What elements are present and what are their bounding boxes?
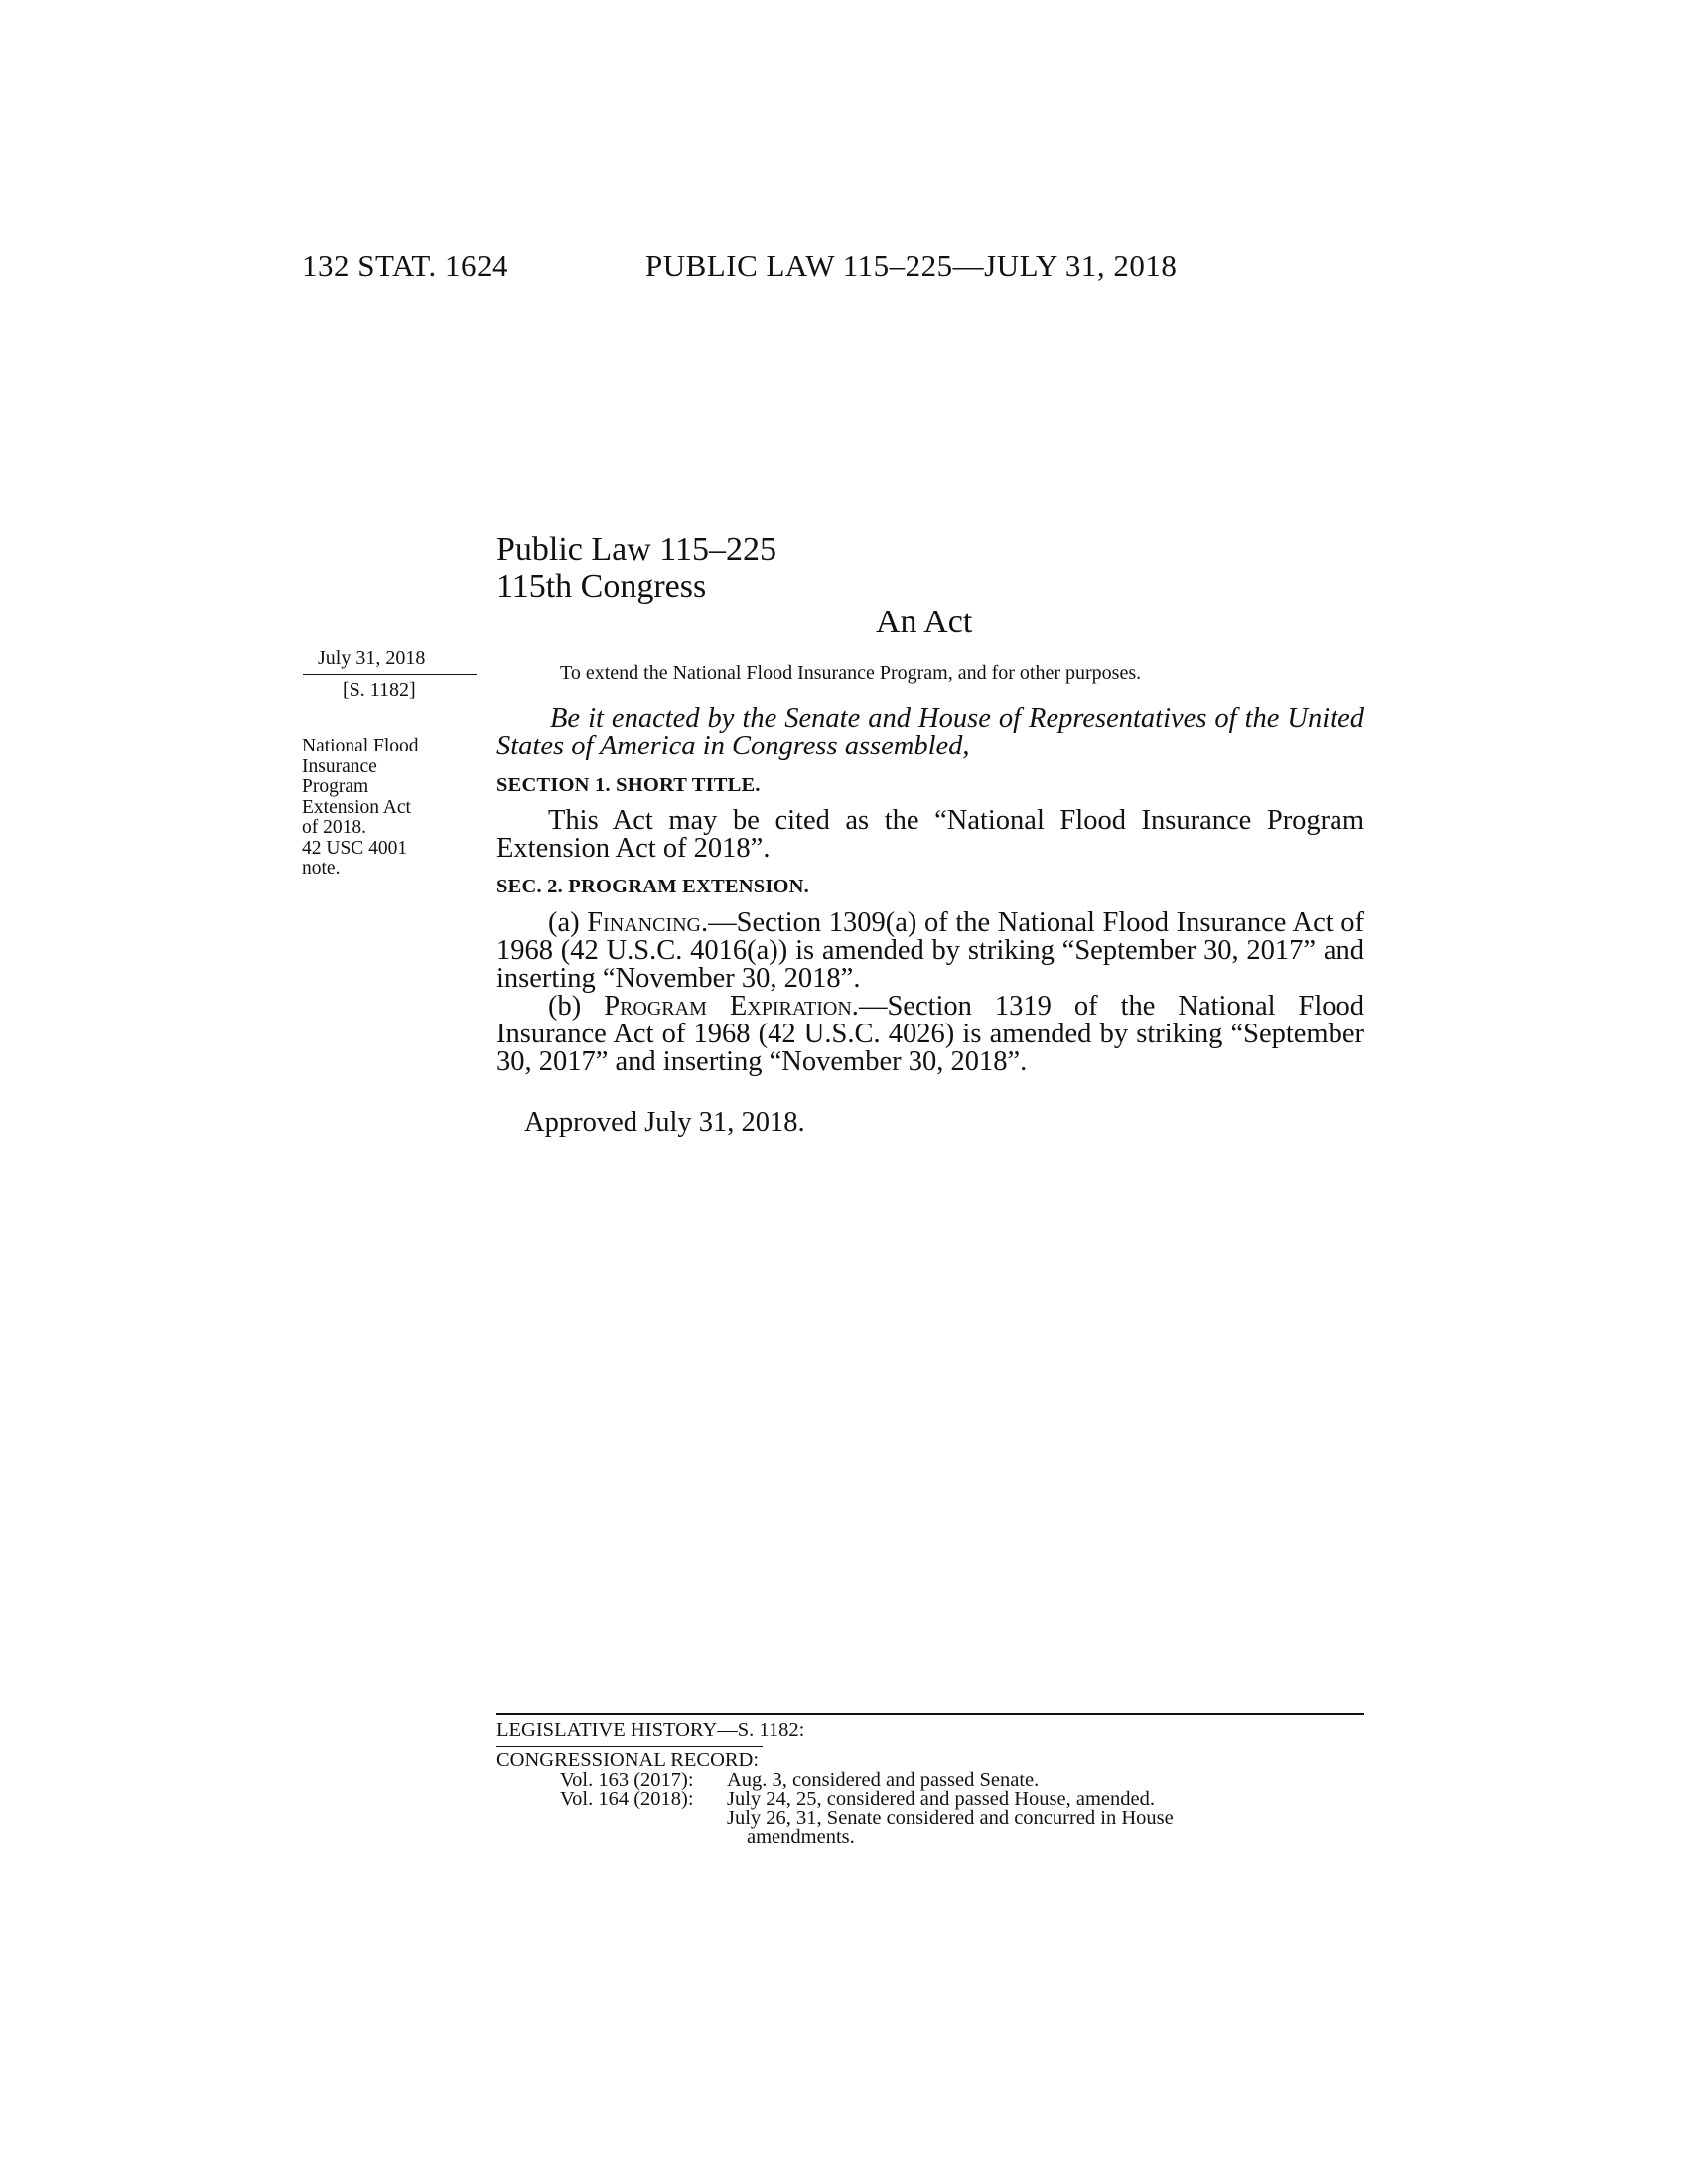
subsection-a-prefix: (a) (548, 907, 588, 938)
margin-note-line: of 2018. (302, 817, 366, 838)
subsection-a-text: —Section 1309(a) of the National Flood Insurance Act of 1968 (42 U.S.C. 4016(a)) is amended by striking “September 30, 2017” and inserting “November 30, 2018”. (496, 907, 1365, 994)
section-2-heading: SEC. 2. PROGRAM EXTENSION. (496, 876, 810, 897)
subsection-b-text: —Section 1319 of the National Flood Insurance Act of 1968 (42 U.S.C. 4026) is amended by striking “September 30, 2017” and inserting “November 30, 2018”. (496, 991, 1365, 1077)
history-entry-text: Aug. 3, considered and passed Senate. (727, 1769, 1040, 1791)
act-purpose: To extend the National Flood Insurance Program, and for other purposes. (560, 662, 1142, 684)
enacting-clause: Be it enacted by the Senate and House of Representatives of the United States of America in Congress assembled, (496, 703, 1364, 761)
section-1-text: This Act may be cited as the “National Flood Insurance Program Extension Act of 2018”. (496, 805, 1364, 864)
margin-note-line: note. (302, 858, 341, 879)
history-entry-continuation: July 26, 31, Senate considered and concurred in House (727, 1807, 1174, 1829)
congress: 115th Congress (496, 568, 707, 605)
act-label: An Act (876, 604, 973, 640)
margin-note-line: National Flood (302, 736, 419, 756)
margin-note-line: Extension Act (302, 796, 411, 818)
subsection-b-prefix: (b) (548, 991, 605, 1022)
history-volume: Vol. 163 (2017): (560, 1769, 694, 1791)
bill-number: [S. 1182] (343, 679, 416, 701)
enactment-date: July 31, 2018 (318, 647, 426, 669)
congressional-record-label: CONGRESSIONAL RECORD: (496, 1749, 760, 1771)
history-entry-text: July 24, 25, considered and passed House, amended. (727, 1788, 1155, 1810)
margin-note (302, 737, 461, 880)
running-title: PUBLIC LAW 115–225—JULY 31, 2018 (645, 248, 1178, 283)
subsection-b (496, 993, 1364, 1076)
margin-note-line: Insurance (302, 755, 377, 777)
page-reference: 132 STAT. 1624 (302, 248, 509, 283)
approval-line: Approved July 31, 2018. (524, 1107, 805, 1138)
subsection-a (496, 909, 1364, 993)
section-1-heading: SECTION 1. SHORT TITLE. (496, 774, 761, 796)
history-volume: Vol. 164 (2018): (560, 1788, 694, 1810)
legislative-history-title: LEGISLATIVE HISTORY—S. 1182: (496, 1719, 805, 1741)
law-number: Public Law 115–225 (496, 531, 777, 568)
subsection-a-heading: Financing. (587, 907, 709, 938)
history-title-underline (496, 1746, 763, 1747)
subsection-b-heading: Program Expiration. (604, 991, 859, 1022)
margin-note-line: Program (302, 776, 369, 797)
history-entry-continuation: amendments. (747, 1826, 855, 1847)
history-divider (496, 1713, 1364, 1715)
margin-note-line: 42 USC 4001 (302, 837, 408, 859)
date-divider (303, 674, 477, 675)
